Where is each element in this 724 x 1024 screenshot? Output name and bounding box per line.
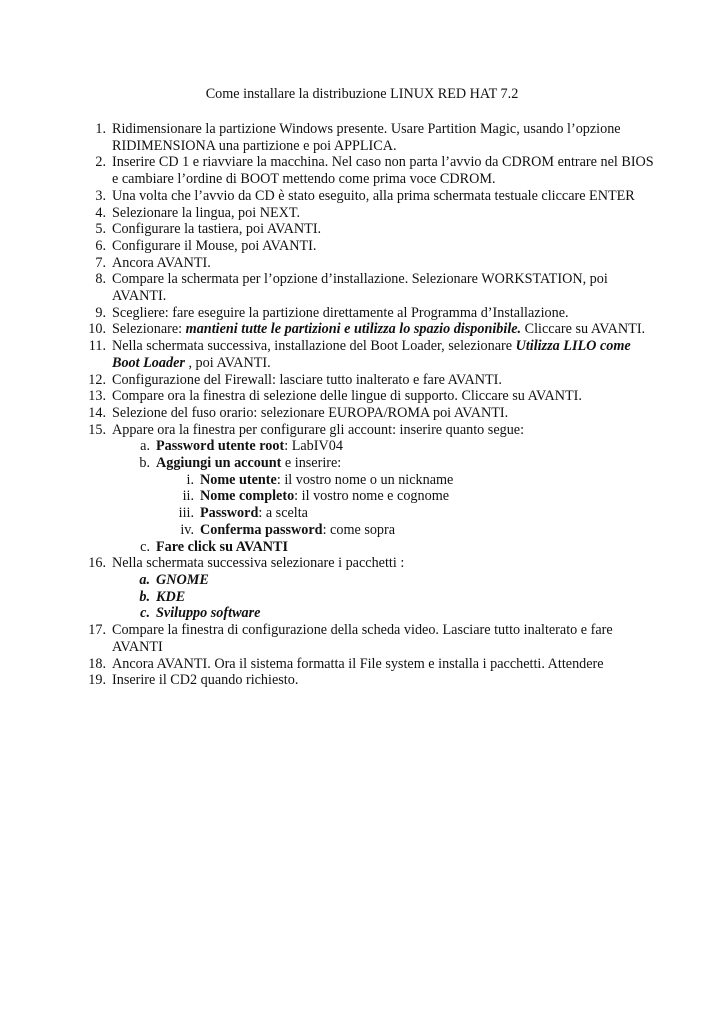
package-item: b. KDE bbox=[139, 588, 186, 605]
step-item: 10. Selezionare: mantieni tutte le partizioni e utilizza lo spazio disponibile. Cliccare su AVANTI. bbox=[88, 321, 646, 338]
step-item: 11. Nella schermata successiva, installazione del Boot Loader, selezionare Utilizza LILO come Boot Loader , poi AVANTI. bbox=[88, 338, 631, 371]
substep-item: b. Aggiungi un account e inserire: bbox=[139, 455, 342, 472]
step-item: 8. Compare la schermata per l’opzione d’installazione. Selezionare WORKSTATION, poi AVANTI. bbox=[95, 271, 608, 305]
substep-detail-item: iv. Conferma password: come sopra bbox=[180, 521, 396, 538]
document-title: Come installare la distribuzione LINUX RED HAT 7.2 bbox=[205, 86, 519, 102]
step-item: 18. Ancora AVANTI. Ora il sistema formatta il File system e installa i pacchetti. Attendere bbox=[88, 655, 604, 672]
step-item: 19. Inserire il CD2 quando richiesto. bbox=[88, 672, 299, 689]
step-item: 6. Configurare il Mouse, poi AVANTI. bbox=[95, 237, 317, 254]
step-item: 14. Selezione del fuso orario: selezionare EUROPA/ROMA poi AVANTI. bbox=[88, 404, 509, 421]
emphasized-option: Utilizza LILO come Boot Loader bbox=[112, 338, 631, 371]
substep-detail-item: ii. Nome completo: il vostro nome e cognome bbox=[182, 488, 450, 505]
step-item: 7. Ancora AVANTI. bbox=[95, 254, 211, 271]
step-item: 12. Configurazione del Firewall: lasciare tutto inalterato e fare AVANTI. bbox=[88, 371, 502, 388]
step-item: 9. Scegliere: fare eseguire la partizione direttamente al Programma d’Installazione. bbox=[95, 304, 569, 321]
substep-item: a. Password utente root: LabIV04 bbox=[140, 438, 343, 455]
step-item: 17. Compare la finestra di configurazione della scheda video. Lasciare tutto inalterato e fare AVANTI bbox=[88, 622, 613, 655]
step-item: 4. Selezionare la lingua, poi NEXT. bbox=[95, 204, 301, 221]
step-item: 3. Una volta che l’avvio da CD è stato eseguito, alla prima schermata testuale cliccare ENTER bbox=[95, 187, 635, 204]
emphasized-option: mantieni tutte le partizioni e utilizza lo spazio disponibile. bbox=[185, 321, 522, 338]
package-item: c. Sviluppo software bbox=[140, 605, 261, 622]
step-item: 16. Nella schermata successiva selezionare i pacchetti : bbox=[88, 555, 405, 572]
step-item: 5. Configurare la tastiera, poi AVANTI. bbox=[95, 221, 322, 238]
substep-item: c. Fare click su AVANTI bbox=[140, 538, 289, 555]
package-item: a. GNOME bbox=[139, 571, 209, 588]
substep-detail-item: iii. Password: a scelta bbox=[178, 505, 308, 522]
step-item: 13. Compare ora la finestra di selezione delle lingue di supporto. Cliccare su AVANTI. bbox=[88, 388, 582, 405]
substep-detail-item: i. Nome utente: il vostro nome o un nickname bbox=[186, 471, 454, 488]
step-item: 1. Ridimensionare la partizione Windows presente. Usare Partition Magic, usando l’opzione RIDIMENSIONA una partizione e poi APPLICA. bbox=[95, 121, 621, 154]
step-item: 2. Inserire CD 1 e riavviare la macchina. Nel caso non parta l’avvio da CDROM entrare nel BIOS e cambiare l’ordine di BOOT mettendo come prima voce CDROM. bbox=[95, 154, 654, 188]
install-steps-list bbox=[0, 121, 724, 689]
step-item: 15. Appare ora la finestra per configurare gli account: inserire quanto segue: bbox=[88, 421, 525, 438]
